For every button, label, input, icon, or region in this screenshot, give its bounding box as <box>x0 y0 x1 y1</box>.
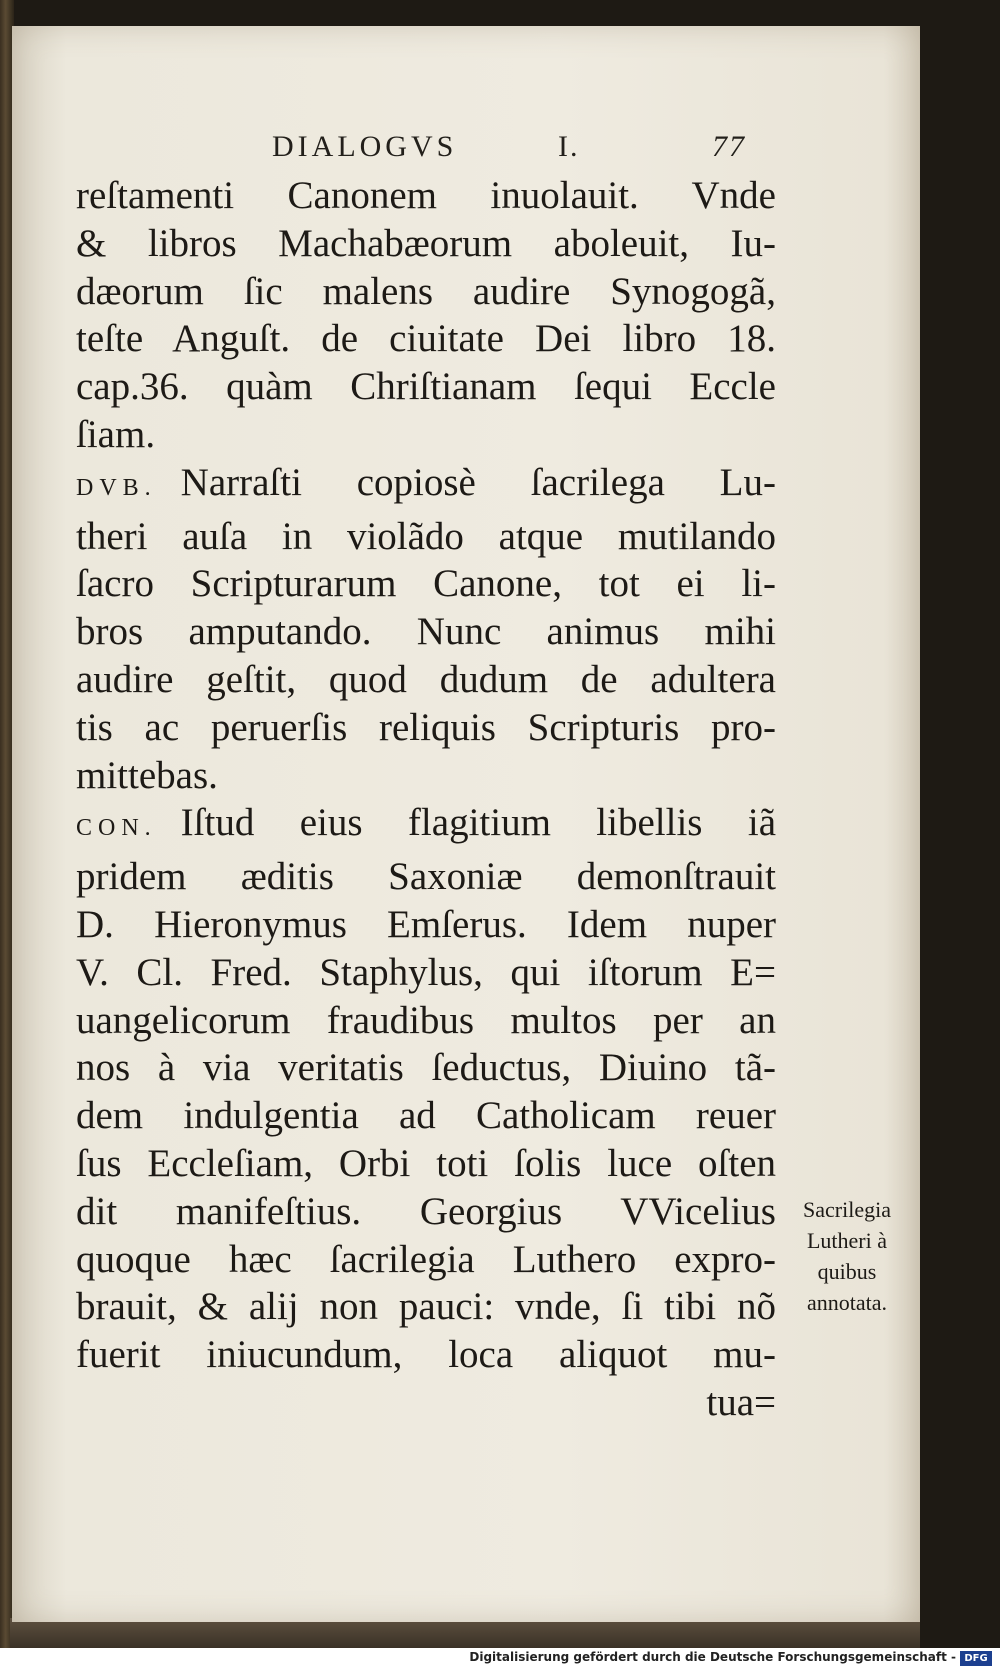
text-line <box>76 459 776 513</box>
text-line <box>76 1092 776 1140</box>
line-text: mittebas. <box>76 753 218 797</box>
line-text: brauit, & alij non pauci: vnde, ſi tibi nõ <box>76 1285 776 1329</box>
page-number: 77 <box>712 130 746 163</box>
line-text: V. Cl. Fred. Staphylus, qui iſtorum E= <box>76 950 776 994</box>
page <box>12 26 920 1622</box>
line-text: fuerit iniucundum, loca aliquot mu- <box>76 1333 776 1377</box>
line-text: bros amputando. Nunc animus mihi <box>76 610 776 654</box>
text-line <box>76 560 776 608</box>
footer-bar <box>0 1648 1000 1670</box>
line-text: theri auſa in violãdo atque mutilando <box>76 514 776 558</box>
line-text: dæorum ſic malens audire Synogogã, <box>76 269 776 313</box>
funding-credit: Digitalisierung gefördert durch die Deutsche Forschungsgemeinschaft - <box>469 1650 956 1664</box>
text-line <box>76 901 776 949</box>
line-text: Narraſti copiosè ſacrilega Lu- <box>180 460 776 504</box>
dfg-logo: DFG <box>960 1651 992 1666</box>
line-text: audire geſtit, quod dudum de adultera <box>76 657 776 701</box>
marginal-note-line: Sacrilegia <box>803 1197 891 1222</box>
line-text: ſacro Scripturarum Canone, tot ei li- <box>76 562 776 606</box>
marginal-note-line: quibus <box>817 1259 877 1284</box>
marginal-note-line: Lutheri à <box>806 1228 888 1253</box>
text-line <box>76 315 776 363</box>
line-text: Iſtud eius flagitium libellis iã <box>180 801 776 845</box>
speaker-label: DVB. <box>76 474 157 501</box>
line-text: ſus Eccleſiam, Orbi toti ſolis luce oſten <box>76 1141 776 1185</box>
text-line <box>76 1044 776 1092</box>
speaker-label: CON. <box>76 815 157 842</box>
line-text: dit manifeſtius. Georgius VVicelius <box>76 1189 776 1233</box>
line-text: D. Hieronymus Emſerus. Idem nuper <box>76 902 776 946</box>
page-edge <box>10 1618 920 1648</box>
line-text: uangelicorum fraudibus multos per an <box>76 998 776 1042</box>
text-line <box>76 411 776 459</box>
text-line <box>76 1188 776 1236</box>
text-line <box>76 1140 776 1188</box>
running-head-dialogue-number: I. <box>558 130 580 163</box>
text-line <box>76 1379 776 1427</box>
marginal-note <box>782 1194 912 1318</box>
line-text: teſte Anguſt. de ciuitate Dei libro 18. <box>76 317 776 361</box>
text-line <box>76 268 776 316</box>
line-text: cap.36. quàm Chriſtianam ſequi Eccle <box>76 365 776 409</box>
line-text: ſiam. <box>76 412 156 456</box>
line-text: reſtamenti Canonem inuolauit. Vnde <box>76 174 776 217</box>
text-line <box>76 949 776 997</box>
line-text: tua= <box>706 1380 776 1424</box>
text-line <box>76 608 776 656</box>
text-line <box>76 997 776 1045</box>
text-line <box>76 853 776 901</box>
text-line <box>76 172 776 220</box>
line-text: & libros Machabæorum aboleuit, Iu- <box>76 221 776 265</box>
line-text: pridem æditis Saxoniæ demonſtrauit <box>76 855 776 899</box>
line-text: tis ac peruerſis reliquis Scripturis pro- <box>76 705 776 749</box>
line-text: dem indulgentia ad Catholicam reuer <box>76 1094 776 1138</box>
text-line <box>76 363 776 411</box>
line-text: quoque hæc ſacrilegia Luthero expro- <box>76 1237 776 1281</box>
text-line <box>76 1331 776 1379</box>
running-head-title: DIALOGVS <box>272 130 458 163</box>
text-line <box>76 1283 776 1331</box>
text-line <box>76 220 776 268</box>
line-text: nos à via veritatis ſeductus, Diuino tã- <box>76 1046 776 1090</box>
body-text <box>76 172 776 1427</box>
text-line <box>76 513 776 561</box>
text-line <box>76 799 776 853</box>
text-line <box>76 1236 776 1284</box>
text-line <box>76 704 776 752</box>
text-line <box>76 752 776 800</box>
text-line <box>76 656 776 704</box>
marginal-note-line: annotata. <box>806 1290 888 1315</box>
